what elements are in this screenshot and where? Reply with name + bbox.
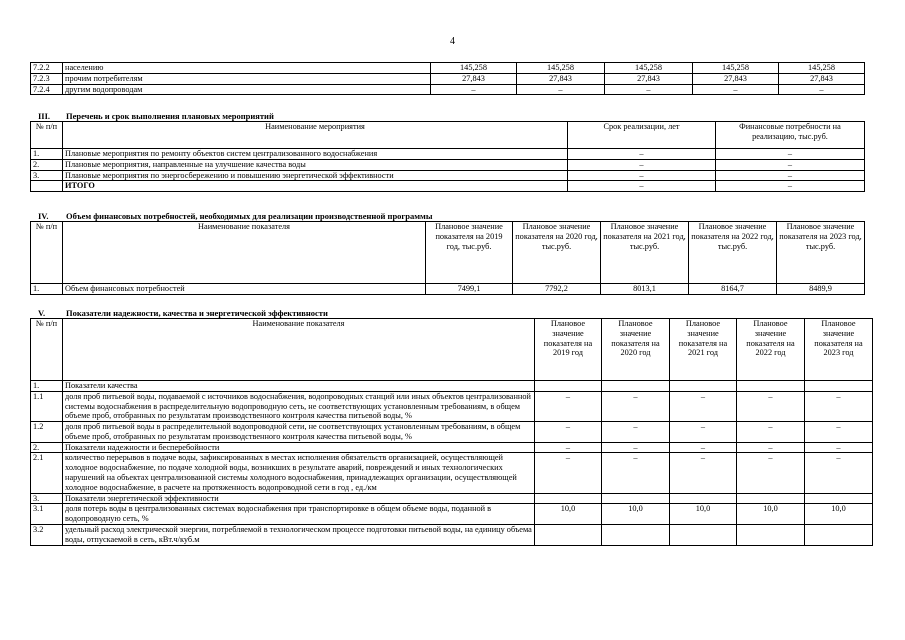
row-num: 3. [31, 493, 63, 504]
row-value: – [670, 391, 737, 421]
row-value: – [737, 442, 805, 453]
row-name: доля потерь воды в централизованных системах водоснабжения при транспортировке в общем объеме воды, поданной в водопроводную сеть, % [63, 504, 535, 525]
section-4-heading [38, 211, 432, 221]
table-row [31, 73, 865, 84]
section-number: III. [38, 111, 51, 121]
row-value: 10,0 [737, 504, 805, 525]
table-row [31, 442, 873, 453]
table-row [31, 504, 873, 525]
row-value: – [670, 422, 737, 443]
header-finance: Финансовые потребности на реализацию, тыс.руб. [716, 122, 865, 149]
row-finance: – [716, 149, 865, 160]
row-name: Плановые мероприятия по ремонту объектов систем централизованного водоснабжения [63, 149, 568, 160]
row-value: – [431, 84, 517, 95]
section-title: Перечень и срок выполнения плановых мероприятий [66, 111, 274, 121]
row-value: 10,0 [805, 504, 873, 525]
row-term: – [568, 170, 716, 181]
row-value: – [693, 84, 779, 95]
section-number: V. [38, 308, 46, 318]
row-name: Плановые мероприятия по энергосбережению и повышению энергетической эффективности [63, 170, 568, 181]
header-num: № п/п [31, 122, 63, 149]
row-value: 27,843 [431, 73, 517, 84]
row-name: Показатели надежности и бесперебойности [63, 442, 535, 453]
row-value: – [670, 442, 737, 453]
total-term: – [568, 181, 716, 192]
row-code: 7.2.4 [31, 84, 63, 95]
row-num: 3.2 [31, 524, 63, 545]
row-code: 7.2.2 [31, 63, 63, 74]
row-name: Показатели энергетической эффективности [63, 493, 535, 504]
table-row [31, 181, 865, 192]
header-year: Плановое значение показателя на 2021 год [670, 319, 737, 381]
header-year: Плановое значение показателя на 2022 год [737, 319, 805, 381]
row-name: населению [63, 63, 431, 74]
row-term: – [568, 149, 716, 160]
header-year: Плановое значение показателя на 2022 год, тыс.руб. [689, 222, 777, 284]
row-num: 2. [31, 159, 63, 170]
row-name: доля проб питьевой воды, подаваемой с источников водоснабжения, водопроводных станций или иных объектов централизованной системы водоснабжения в распределительную водопроводную сеть, не соответствующих установленным требованиям, в общем объеме проб, отобранных по результатам производственного контроля качества питьевой воды, % [63, 391, 535, 421]
row-value: 10,0 [602, 504, 670, 525]
header-year: Плановое значение показателя на 2023 год [805, 319, 873, 381]
section-3-heading [38, 111, 274, 121]
row-name: другим водопроводам [63, 84, 431, 95]
section-5-heading [38, 308, 328, 318]
header-term: Срок реализации, лет [568, 122, 716, 149]
row-value: 8013,1 [601, 284, 689, 295]
row-value: – [602, 422, 670, 443]
row-num: 3. [31, 170, 63, 181]
row-value: – [670, 453, 737, 493]
row-num: 2.1 [31, 453, 63, 493]
page-number: 4 [450, 36, 455, 47]
row-name: доля проб питьевой воды в распределительной водопроводной сети, не соответствующих установленным требованиям, в общем объеме проб, отобранных по результатам производственного контроля качества питьевой воды, % [63, 422, 535, 443]
table-row [31, 453, 873, 493]
table-row [31, 524, 873, 545]
row-name: Показатели качества [63, 381, 535, 392]
table-row [31, 63, 865, 74]
row-value: – [535, 453, 602, 493]
measures-table [30, 121, 865, 192]
header-name: Наименование показателя [63, 319, 535, 381]
row-num: 1.2 [31, 422, 63, 443]
table-row [31, 170, 865, 181]
header-year: Плановое значение показателя на 2021 год, тыс.руб. [601, 222, 689, 284]
header-year: Плановое значение показателя на 2023 год, тыс.руб. [777, 222, 865, 284]
table-row [31, 284, 865, 295]
row-value: 145,258 [779, 63, 865, 74]
row-value: 8489,9 [777, 284, 865, 295]
row-finance: – [716, 170, 865, 181]
table-row [31, 149, 865, 160]
header-year: Плановое значение показателя на 2019 год [535, 319, 602, 381]
row-value: 27,843 [693, 73, 779, 84]
row-name: удельный расход электрической энергии, потребляемой в технологическом процессе подготовки питьевой воды, на единицу объема воды, отпускаемой в сеть, кВт.ч/куб.м [63, 524, 535, 545]
table-row [31, 381, 873, 392]
row-value: – [602, 442, 670, 453]
header-year: Плановое значение показателя на 2020 год [602, 319, 670, 381]
header-year: Плановое значение показателя на 2019 год, тыс.руб. [426, 222, 513, 284]
section-number: IV. [38, 211, 49, 221]
row-value: – [805, 391, 873, 421]
row-value: – [602, 453, 670, 493]
section-title: Показатели надежности, качества и энергетической эффективности [66, 308, 328, 318]
table-row [31, 493, 873, 504]
row-value: 8164,7 [689, 284, 777, 295]
header-name: Наименование показателя [63, 222, 426, 284]
header-num: № п/п [31, 222, 63, 284]
row-num: 1. [31, 381, 63, 392]
row-value: 145,258 [431, 63, 517, 74]
row-value: – [535, 422, 602, 443]
row-finance: – [716, 159, 865, 170]
row-value: – [535, 442, 602, 453]
row-value: – [737, 422, 805, 443]
row-value: – [805, 442, 873, 453]
table-row [31, 84, 865, 95]
row-term: – [568, 159, 716, 170]
table-row [31, 159, 865, 170]
row-value: 145,258 [605, 63, 693, 74]
row-num: 1. [31, 149, 63, 160]
row-value: 145,258 [517, 63, 605, 74]
row-value: – [535, 391, 602, 421]
row-value: – [737, 453, 805, 493]
row-name: Плановые мероприятия, направленные на улучшение качества воды [63, 159, 568, 170]
row-num: 3.1 [31, 504, 63, 525]
row-value: 27,843 [517, 73, 605, 84]
row-value: – [605, 84, 693, 95]
header-num: № п/п [31, 319, 63, 381]
row-code: 7.2.3 [31, 73, 63, 84]
total-finance: – [716, 181, 865, 192]
row-value: – [517, 84, 605, 95]
row-num: 2. [31, 442, 63, 453]
row-value: – [737, 391, 805, 421]
row-value: – [779, 84, 865, 95]
table-row [31, 422, 873, 443]
row-name: Объем финансовых потребностей [63, 284, 426, 295]
row-num: 1. [31, 284, 63, 295]
table-row [31, 391, 873, 421]
row-value: 10,0 [535, 504, 602, 525]
indicators-table [30, 318, 873, 546]
header-year: Плановое значение показателя на 2020 год, тыс.руб. [513, 222, 601, 284]
row-num: 1.1 [31, 391, 63, 421]
consumption-table [30, 62, 865, 95]
row-value: 27,843 [605, 73, 693, 84]
row-value: – [805, 422, 873, 443]
row-value: – [805, 453, 873, 493]
row-value: 145,258 [693, 63, 779, 74]
header-name: Наименование мероприятия [63, 122, 568, 149]
row-value: 10,0 [670, 504, 737, 525]
row-value: 7792,2 [513, 284, 601, 295]
total-label: ИТОГО [63, 181, 568, 192]
row-name: прочим потребителям [63, 73, 431, 84]
row-value: – [602, 391, 670, 421]
row-value: 7499,1 [426, 284, 513, 295]
row-name: количество перерывов в подаче воды, зафиксированных в местах исполнения обязательств организацией, осуществляющей холодное водоснабжение, по подаче холодной воды, возникших в результате аварий, повреждений и иных технологических нарушений на объектах централизованной системы холодного водоснабжения, принадлежащих организации, осуществляющей холодное водоснабжение, в расчете на протяженность водопроводной сети в год , ед./км [63, 453, 535, 493]
finance-table [30, 221, 865, 295]
row-value: 27,843 [779, 73, 865, 84]
section-title: Объем финансовых потребностей, необходимых для реализации производственной программы [66, 211, 433, 221]
